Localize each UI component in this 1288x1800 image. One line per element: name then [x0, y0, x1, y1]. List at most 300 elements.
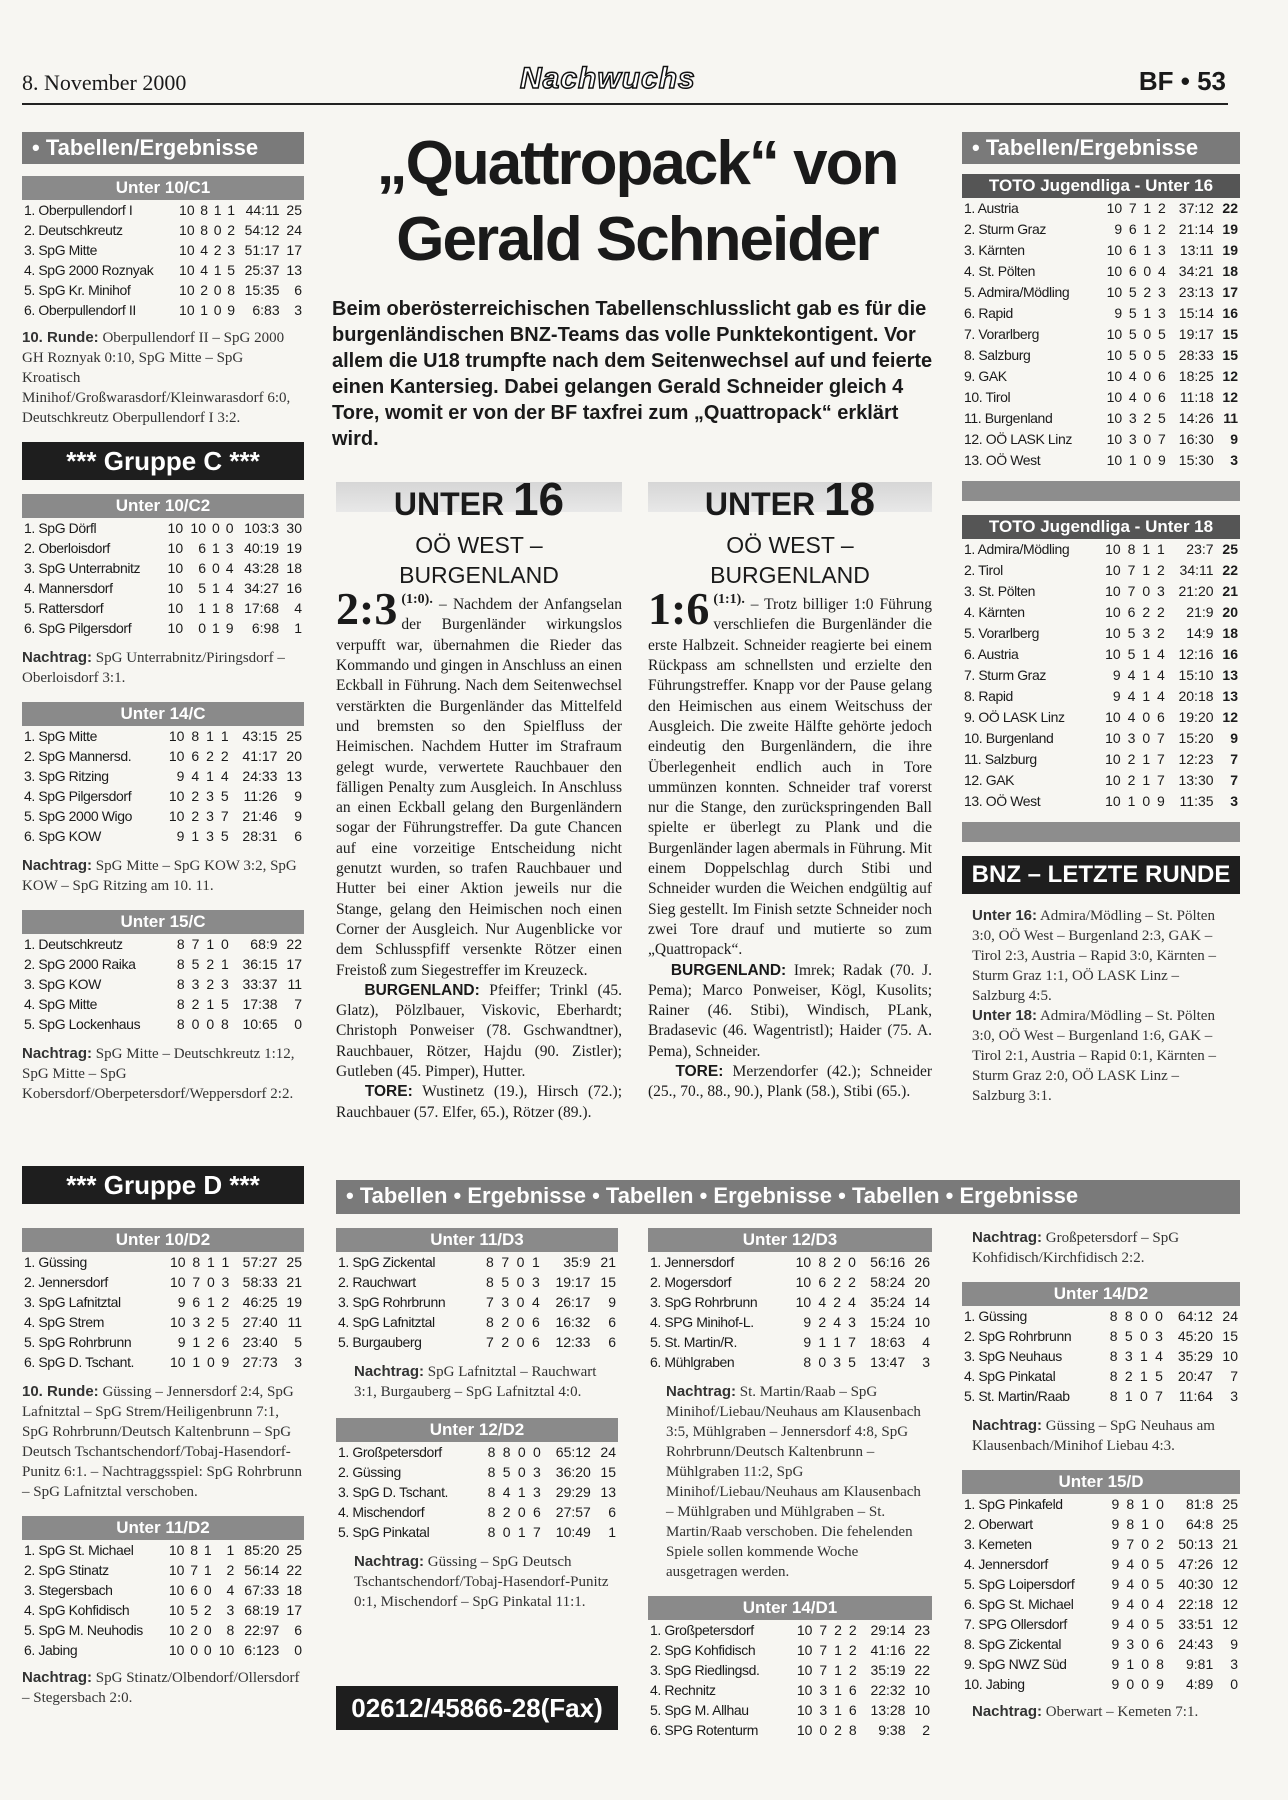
stat-cell: 3 — [922, 1354, 930, 1370]
stat-cell: 67:33 — [244, 1582, 280, 1598]
stat-cell: 4 — [848, 1294, 856, 1310]
stat-cell: 8 — [225, 600, 234, 616]
standings-table — [22, 1540, 304, 1660]
team-name: 5. SpG Lockenhaus — [24, 1016, 141, 1032]
table-row — [336, 1332, 618, 1352]
stat-cell: 3 — [819, 1702, 828, 1718]
stat-cell: 4 — [833, 1314, 841, 1330]
table-row — [962, 1346, 1240, 1366]
stat-cell: 10 — [1105, 751, 1121, 767]
team-name: 1. SpG St. Michael — [24, 1542, 134, 1558]
team-name: 4. Mischendorf — [338, 1504, 425, 1520]
stat-cell: 10 — [1105, 604, 1121, 620]
stat-cell: 5 — [220, 788, 229, 804]
team-name: 2. Rauchwart — [338, 1274, 416, 1290]
stat-cell: 10 — [796, 1722, 813, 1738]
stat-cell: 10 — [1105, 646, 1121, 662]
stat-cell: 6 — [818, 1274, 827, 1290]
stat-cell: 1 — [1142, 667, 1151, 683]
stat-cell: 68:19 — [244, 1602, 280, 1618]
stat-cell: 3 — [501, 1294, 510, 1310]
stat-cell: 17 — [286, 956, 302, 972]
stat-cell: 9 — [177, 1294, 186, 1310]
team-name: 9. OÖ LASK Linz — [964, 709, 1065, 725]
stat-cell: 35:29 — [1177, 1348, 1213, 1364]
stat-cell: 9 — [1114, 221, 1123, 237]
stat-cell: 1 — [206, 1294, 215, 1310]
table-row — [648, 1332, 932, 1352]
stat-cell: 10 — [168, 1542, 185, 1558]
team-name: 2. Mogersdorf — [650, 1274, 732, 1290]
stat-cell: 1 — [1142, 688, 1151, 704]
stat-cell: 7 — [819, 1622, 828, 1638]
middle-lower-col1 — [336, 1228, 618, 1612]
stat-cell: 1 — [531, 1254, 540, 1270]
stat-cell: 10 — [167, 620, 184, 636]
table-title: Unter 10/D2 — [22, 1228, 304, 1252]
stat-cell: 17 — [286, 1602, 302, 1618]
stat-cell: 13 — [286, 262, 302, 278]
table-row — [22, 974, 304, 994]
stat-cell: 11:26 — [243, 788, 278, 804]
stat-cell: 2 — [226, 1562, 235, 1578]
stat-cell: 17 — [1222, 284, 1238, 300]
table-row — [648, 1640, 932, 1660]
stat-cell: 10 — [1106, 431, 1123, 447]
team-name: 1. Deutschkreutz — [24, 936, 123, 952]
stat-cell: 12:23 — [1178, 751, 1214, 767]
stat-cell: 6 — [532, 1504, 541, 1520]
stat-cell: 2 — [221, 1294, 230, 1310]
stat-cell: 7 — [486, 1294, 494, 1310]
stat-cell: 2 — [1157, 200, 1166, 216]
stat-cell: 7 — [848, 1334, 856, 1350]
table-row — [648, 1620, 932, 1640]
stat-cell: 65:12 — [555, 1444, 591, 1460]
table-note: Nachtrag: SpG Stinatz/Olbendorf/Ollersdorf – Stegersbach 2:0. — [22, 1669, 300, 1706]
team-name: 5. Burgauberg — [338, 1334, 422, 1350]
stat-cell: 2 — [206, 956, 215, 972]
table-row — [962, 366, 1240, 387]
standings-table — [648, 1620, 932, 1740]
stat-cell: 1 — [206, 996, 215, 1012]
stat-cell: 18 — [286, 560, 302, 576]
table-row — [962, 219, 1240, 240]
stat-cell: 1 — [1157, 541, 1165, 557]
stat-cell: 1 — [1128, 452, 1137, 468]
stat-cell: 4:89 — [1185, 1676, 1214, 1692]
stat-cell: 10 — [1105, 625, 1121, 641]
table-row — [962, 1534, 1240, 1554]
stat-cell: 1 — [608, 1524, 616, 1540]
table-row — [962, 429, 1240, 450]
stat-cell: 40:30 — [1178, 1576, 1214, 1592]
stat-cell: 0 — [1140, 1308, 1148, 1324]
table-row — [22, 598, 304, 618]
stat-cell: 4 — [1128, 368, 1137, 384]
stat-cell: 9 — [294, 788, 302, 804]
stat-cell: 6 — [531, 1314, 540, 1330]
stat-cell: 19:20 — [1178, 709, 1214, 725]
stat-cell: 28:33 — [1178, 347, 1214, 363]
stat-cell: 0 — [516, 1314, 525, 1330]
stat-cell: 11 — [287, 1314, 302, 1330]
stat-cell: 22:32 — [870, 1682, 906, 1698]
stat-cell: 2 — [1156, 1536, 1164, 1552]
team-name: 7. Sturm Graz — [964, 667, 1046, 683]
stat-cell: 7 — [819, 1642, 828, 1658]
team-name: 3. SpG Lafnitztal — [24, 1294, 121, 1310]
team-name: 2. SpG Kohfidisch — [650, 1642, 756, 1658]
stat-cell: 43:15 — [242, 728, 278, 744]
stat-cell: 0 — [1141, 1616, 1150, 1632]
stat-cell: 5 — [1157, 347, 1166, 363]
stat-cell: 85:20 — [244, 1542, 280, 1558]
table-note: Nachtrag: SpG Mitte – SpG KOW 3:2, SpG KOW – SpG Ritzing am 10. 11. — [22, 857, 297, 894]
stat-cell: 9 — [1111, 1676, 1120, 1692]
stat-cell: 8 — [502, 1444, 511, 1460]
stat-cell: 2 — [206, 1334, 215, 1350]
stat-cell: 2 — [213, 242, 222, 258]
table-row — [22, 518, 304, 538]
stat-cell: 7 — [1155, 1388, 1163, 1404]
table-row — [962, 1574, 1240, 1594]
team-name: 6. Rapid — [964, 305, 1013, 321]
stat-cell: 9 — [1156, 1676, 1164, 1692]
stat-cell: 11:18 — [1179, 389, 1214, 405]
stat-cell: 1 — [1142, 562, 1151, 578]
table-row — [336, 1252, 618, 1272]
stat-cell: 35:9 — [563, 1254, 591, 1270]
table-row — [22, 954, 304, 974]
stat-cell: 2 — [848, 1622, 857, 1638]
stat-cell: 24:43 — [1178, 1636, 1214, 1652]
stat-cell: 22 — [914, 1642, 930, 1658]
stat-cell: 20:47 — [1177, 1368, 1213, 1384]
left-banner: • Tabellen/Ergebnisse — [22, 132, 304, 164]
stat-cell: 4 — [1128, 389, 1137, 405]
group-d-banner: *** Gruppe D *** — [22, 1166, 304, 1204]
u18-column — [648, 473, 933, 1103]
table-row — [336, 1312, 618, 1332]
table-row — [648, 1720, 932, 1740]
stat-cell: 2 — [200, 282, 209, 298]
stat-cell: 2 — [206, 748, 214, 764]
stat-cell: 2 — [502, 1504, 511, 1520]
table-row — [336, 1272, 618, 1292]
stat-cell: 22 — [286, 1562, 302, 1578]
stat-cell: 1 — [198, 600, 206, 616]
stat-cell: 5 — [1156, 1616, 1164, 1632]
stat-cell: 4 — [1126, 1596, 1135, 1612]
stat-cell: 10 — [168, 1602, 185, 1618]
table-title: Unter 11/D3 — [336, 1228, 618, 1252]
stat-cell: 9 — [1157, 452, 1166, 468]
table-row — [336, 1292, 618, 1312]
group-c-banner: *** Gruppe C *** — [22, 442, 304, 480]
stat-cell: 0 — [294, 1016, 302, 1032]
stat-cell: 10 — [796, 1662, 813, 1678]
stat-cell: 0 — [532, 1444, 541, 1460]
stat-cell: 1 — [1142, 646, 1151, 662]
team-name: 3. St. Pölten — [964, 583, 1036, 599]
team-name: 4. Mannersdorf — [24, 580, 113, 596]
stat-cell: 13:47 — [870, 1354, 906, 1370]
stat-cell: 1 — [203, 1542, 212, 1558]
stat-cell: 18 — [286, 1582, 302, 1598]
stat-cell: 10 — [179, 242, 195, 258]
stat-cell: 1 — [213, 202, 222, 218]
stat-cell: 10:65 — [242, 1016, 278, 1032]
standings-table — [22, 200, 304, 320]
stat-cell: 6 — [1127, 604, 1136, 620]
stat-cell: 3 — [1155, 1328, 1163, 1344]
stat-cell: 4 — [226, 1582, 235, 1598]
stat-cell: 9 — [1111, 1576, 1120, 1592]
stat-cell: 1 — [1143, 305, 1152, 321]
stat-cell: 10 — [168, 1622, 185, 1638]
stat-cell: 27:40 — [242, 1314, 278, 1330]
bnz-u16-results: Unter 16: Admira/Mödling – St. Pölten 3:0, OÖ West – Burgenland 2:3, GAK – Tirol 2:3, Austria – Rapid 3:0, Kärnten – Sturm Graz 1:1, OÖ LASK Linz – Salzburg 4:5. — [972, 907, 1217, 1004]
table-row — [962, 686, 1240, 707]
stat-cell: 10 — [167, 520, 184, 536]
stat-cell: 13 — [1222, 688, 1238, 704]
stat-cell: 0 — [1141, 1596, 1150, 1612]
stat-cell: 2 — [220, 748, 229, 764]
team-name: 2. Güssing — [338, 1464, 401, 1480]
stat-cell: 4 — [191, 768, 200, 784]
stat-cell: 1 — [1142, 772, 1151, 788]
stat-cell: 9 — [1112, 667, 1121, 683]
team-name: 6. Mühlgraben — [650, 1354, 735, 1370]
stat-cell: 1 — [818, 1334, 827, 1350]
stat-cell: 7 — [1128, 200, 1137, 216]
stat-cell: 18:25 — [1178, 368, 1214, 384]
stat-cell: 25 — [286, 1542, 302, 1558]
stat-cell: 6 — [608, 1334, 616, 1350]
stat-cell: 0 — [1140, 1388, 1148, 1404]
team-name: 10. Burgenland — [964, 730, 1054, 746]
team-name: 6. SpG Pilgersdorf — [24, 620, 132, 636]
stat-cell: 4 — [294, 600, 302, 616]
team-name: 3. SpG Neuhaus — [964, 1348, 1062, 1364]
stat-cell: 1 — [211, 600, 220, 616]
stat-cell: 0 — [203, 1622, 212, 1638]
table-note: Nachtrag: SpG Mitte – Deutschkreutz 1:12, SpG Mitte – SpG Kobersdorf/Oberpetersdorf/Weppersdorf 2:2. — [22, 1045, 295, 1102]
stat-cell: 12 — [1222, 709, 1238, 725]
stat-cell: 5 — [190, 1602, 199, 1618]
table-row — [962, 707, 1240, 728]
stat-cell: 13:30 — [1178, 772, 1214, 788]
stat-cell: 0 — [213, 302, 222, 318]
stat-cell: 0 — [517, 1444, 526, 1460]
stat-cell: 2 — [848, 1662, 857, 1678]
table-title: Unter 11/D2 — [22, 1516, 304, 1540]
stat-cell: 9 — [1111, 1616, 1120, 1632]
table-row — [22, 260, 304, 280]
table-note: 10. Runde: Güssing – Jennersdorf 2:4, SpG Lafnitztal – SpG Strem/Heiligenbrunn 7:1, SpG Rohrbrunn/Deutsch Kaltenbrunn – SpG Deutsch Tschantschendorf/Tobaj-Hasendorf-Punitz 6:1. – Nachtraggsspiel: SpG Rohrbrunn – SpG Lafnitztal verschoben. — [22, 1383, 302, 1500]
stat-cell: 8 — [227, 282, 236, 298]
table-row — [22, 1332, 304, 1352]
stat-cell: 8 — [818, 1254, 827, 1270]
divider-band — [962, 481, 1240, 501]
stat-cell: 9 — [176, 828, 185, 844]
stat-cell: 6 — [531, 1334, 540, 1350]
stat-cell: 0 — [1143, 368, 1152, 384]
stat-cell: 5 — [1128, 284, 1137, 300]
team-name: 8. SpG Zickental — [964, 1636, 1062, 1652]
stat-cell: 20 — [286, 748, 302, 764]
stat-cell: 81:8 — [1185, 1496, 1214, 1512]
stat-cell: 2 — [834, 1722, 842, 1738]
team-name: 13. OÖ West — [964, 793, 1041, 809]
stat-cell: 4 — [1126, 1576, 1135, 1592]
table-row — [22, 240, 304, 260]
stat-cell: 19 — [286, 540, 302, 556]
stat-cell: 3 — [1128, 410, 1137, 426]
stat-cell: 10 — [168, 1562, 185, 1578]
stat-cell: 5 — [1155, 1368, 1163, 1384]
table-row — [22, 1640, 304, 1660]
stat-cell: 9 — [177, 1334, 186, 1350]
stat-cell: 5 — [1157, 326, 1166, 342]
stat-cell: 15 — [600, 1274, 616, 1290]
stat-cell: 3 — [1230, 452, 1238, 468]
stat-cell: 30 — [286, 520, 302, 536]
stat-cell: 0 — [1141, 1576, 1150, 1592]
team-name: 5. SpG 2000 Wigo — [24, 808, 132, 824]
team-name: 6. Jabing — [24, 1642, 78, 1658]
table-note: Nachtrag: Güssing – SpG Deutsch Tschantschendorf/Tobaj-Hasendorf-Punitz 0:1, Mischendorf – SpG Pinkatal 11:1. — [354, 1553, 609, 1610]
stat-cell: 9 — [608, 1294, 616, 1310]
stat-cell: 2 — [191, 788, 200, 804]
team-name: 4. SpG Mitte — [24, 996, 98, 1012]
stat-cell: 44:11 — [245, 202, 280, 218]
u16-halftime: (1:0). — [401, 592, 433, 607]
stat-cell: 0 — [1142, 793, 1151, 809]
stat-cell: 15:30 — [1178, 452, 1214, 468]
u16-report: 2:3 $^{(1:0).}$ – Nachdem der Anfangselan der Burgenländer wirkungslos verpufft war, übernahmen die Rieder das Kommando und gingen in Anschluss an einen Eckball in Führung. Nach dem Seitenwechsel verstärkten die Burgenländer das Mittelfeld und bremsten so den Spielfluss der Heimischen. Nachdem Hutter im Strafraum gelegt wurde, verwertete Rauchbauer den fälligen Penalty zum Ausgleich. In Anschluss an einen Eckball gelang den Burgenländern sogar der Führungstreffer. Da gute Chancen auf eine vorzeitige Entscheidung nicht genutzt wurden, so trafen Rauchbauer und Hutter bei einer Aktion jeweils nur die Stange, gelang den Heimischen noch einen Corner der Ausgleich. Nur Augenblicke vor dem Schlusspfiff versenkte Rötzer einen Freistoß zum Siegestreffer im Kreuzeck. BURGENLAND: Pfeiffer; Trinkl (45. Glatz), Pölzlbauer, Viskovic, Eberhardt; Christoph Ponweiser (78. Gschwandtner), Rauchbauer, Rötzer, Hajdu (90. Zistler); Gutleben (45. Pimper), Hutter. TORE: Wustinetz (19.), Hirsch (72.); Rauchbauer (57. Elfer, 65.), Rötzer (89.). — [336, 583, 623, 1121]
u18-match-line2: BURGENLAND — [710, 562, 870, 588]
table-row — [962, 1674, 1240, 1694]
stat-cell: 20 — [914, 1274, 930, 1290]
stat-cell: 10 — [169, 1254, 186, 1270]
table-row — [336, 1522, 618, 1542]
stat-cell: 10 — [1106, 452, 1123, 468]
stat-cell: 6 — [294, 828, 302, 844]
stat-cell: 20 — [1222, 604, 1238, 620]
stat-cell: 3 — [532, 1464, 541, 1480]
table-row — [962, 1634, 1240, 1654]
stat-cell: 7 — [1126, 1536, 1135, 1552]
left-column-lower — [22, 1166, 304, 1708]
stat-cell: 8 — [1109, 1308, 1118, 1324]
stat-cell: 17 — [286, 242, 302, 258]
article-headline: „Quattropack“ von Gerald Schneider — [376, 129, 898, 274]
team-name: 3. SpG Rohrbrunn — [338, 1294, 446, 1310]
stat-cell: 9 — [1111, 1536, 1120, 1552]
stat-cell: 5 — [1127, 646, 1136, 662]
table-row — [22, 806, 304, 826]
stat-cell: 10 — [914, 1314, 930, 1330]
stat-cell: 8 — [176, 976, 185, 992]
stat-cell: 10 — [914, 1682, 930, 1698]
stat-cell: 0 — [294, 1642, 302, 1658]
page-date: 8. November 2000 — [22, 70, 187, 95]
table-row — [962, 539, 1240, 560]
team-name: 11. Burgenland — [964, 410, 1053, 426]
stat-cell: 10 — [1106, 368, 1123, 384]
stat-cell: 13 — [286, 768, 302, 784]
table-row — [22, 726, 304, 746]
table-row — [962, 791, 1240, 812]
team-name: 4. SpG 2000 Roznyak — [24, 262, 154, 278]
table-note: Nachtrag: St. Martin/Raab – SpG Minihof/Liebau/Neuhaus am Klausenbach 3:5, Mühlgraben – Jennersdorf 4:8, SpG Rohrbrunn/Deutsch Kaltenbrunn – Mühlgraben 11:2, SpG Minihof/Liebau/Neuhaus am Klausenbach – Mühlgraben und Mühlgraben – St. Martin/Raab verschoben. Die fehelenden Spiele sollen kommende Woche ausgetragen werden. — [666, 1383, 921, 1580]
standings-table — [22, 726, 304, 846]
stat-cell: 2 — [1157, 221, 1166, 237]
stat-cell: 64:8 — [1185, 1516, 1214, 1532]
team-name: 8. Rapid — [964, 688, 1013, 704]
stat-cell: 8 — [176, 956, 185, 972]
table-row — [648, 1352, 932, 1372]
team-name: 2. SpG 2000 Raika — [24, 956, 136, 972]
stat-cell: 13:11 — [1179, 242, 1214, 258]
team-name: 1. Oberpullendorf I — [24, 202, 133, 218]
fax-number: 02612/45866-28(Fax) — [336, 1686, 618, 1730]
table-note: Nachtrag: Oberwart – Kemeten 7:1. — [972, 1703, 1199, 1720]
stat-cell: 8 — [486, 1254, 494, 1270]
stat-cell: 4 — [225, 580, 234, 596]
stat-cell: 3 — [1230, 1656, 1238, 1672]
table-row — [22, 280, 304, 300]
table-note: Nachtrag: SpG Lafnitztal – Rauchwart 3:1, Burgauberg – SpG Lafnitztal 4:0. — [354, 1363, 597, 1400]
stat-cell: 7 — [486, 1334, 494, 1350]
stat-cell: 8 — [1109, 1388, 1118, 1404]
stat-cell: 10 — [1106, 347, 1123, 363]
team-name: 5. SpG M. Neuhodis — [24, 1622, 143, 1638]
stat-cell: 8 — [192, 1254, 201, 1270]
stat-cell: 3 — [1157, 583, 1165, 599]
table-row — [962, 198, 1240, 219]
stat-cell: 25 — [286, 202, 302, 218]
team-name: 5. Rattersdorf — [24, 600, 104, 616]
table-title: TOTO Jugendliga - Unter 18 — [962, 515, 1240, 539]
stat-cell: 46:25 — [242, 1294, 278, 1310]
stat-cell: 25 — [286, 728, 302, 744]
stat-cell: 19 — [1222, 221, 1238, 237]
stat-cell: 27:73 — [242, 1354, 278, 1370]
table-row — [648, 1660, 932, 1680]
table-row — [962, 240, 1240, 261]
stat-cell: 0 — [1143, 347, 1152, 363]
stat-cell: 4 — [1126, 1556, 1135, 1572]
stat-cell: 10 — [179, 202, 195, 218]
stat-cell: 2 — [1124, 1368, 1133, 1384]
table-row — [22, 1540, 304, 1560]
stat-cell: 4 — [1157, 667, 1165, 683]
stat-cell: 15 — [1222, 1328, 1238, 1344]
stat-cell: 0 — [203, 1642, 212, 1658]
stat-cell: 35:19 — [870, 1662, 906, 1678]
table-row — [22, 746, 304, 766]
table-row — [22, 786, 304, 806]
stat-cell: 34:11 — [1179, 562, 1214, 578]
stat-cell: 23:7 — [1186, 541, 1214, 557]
standings-table — [22, 1252, 304, 1372]
stat-cell: 4 — [225, 560, 234, 576]
stat-cell: 2 — [227, 222, 236, 238]
team-name: 5. Admira/Mödling — [964, 284, 1070, 300]
